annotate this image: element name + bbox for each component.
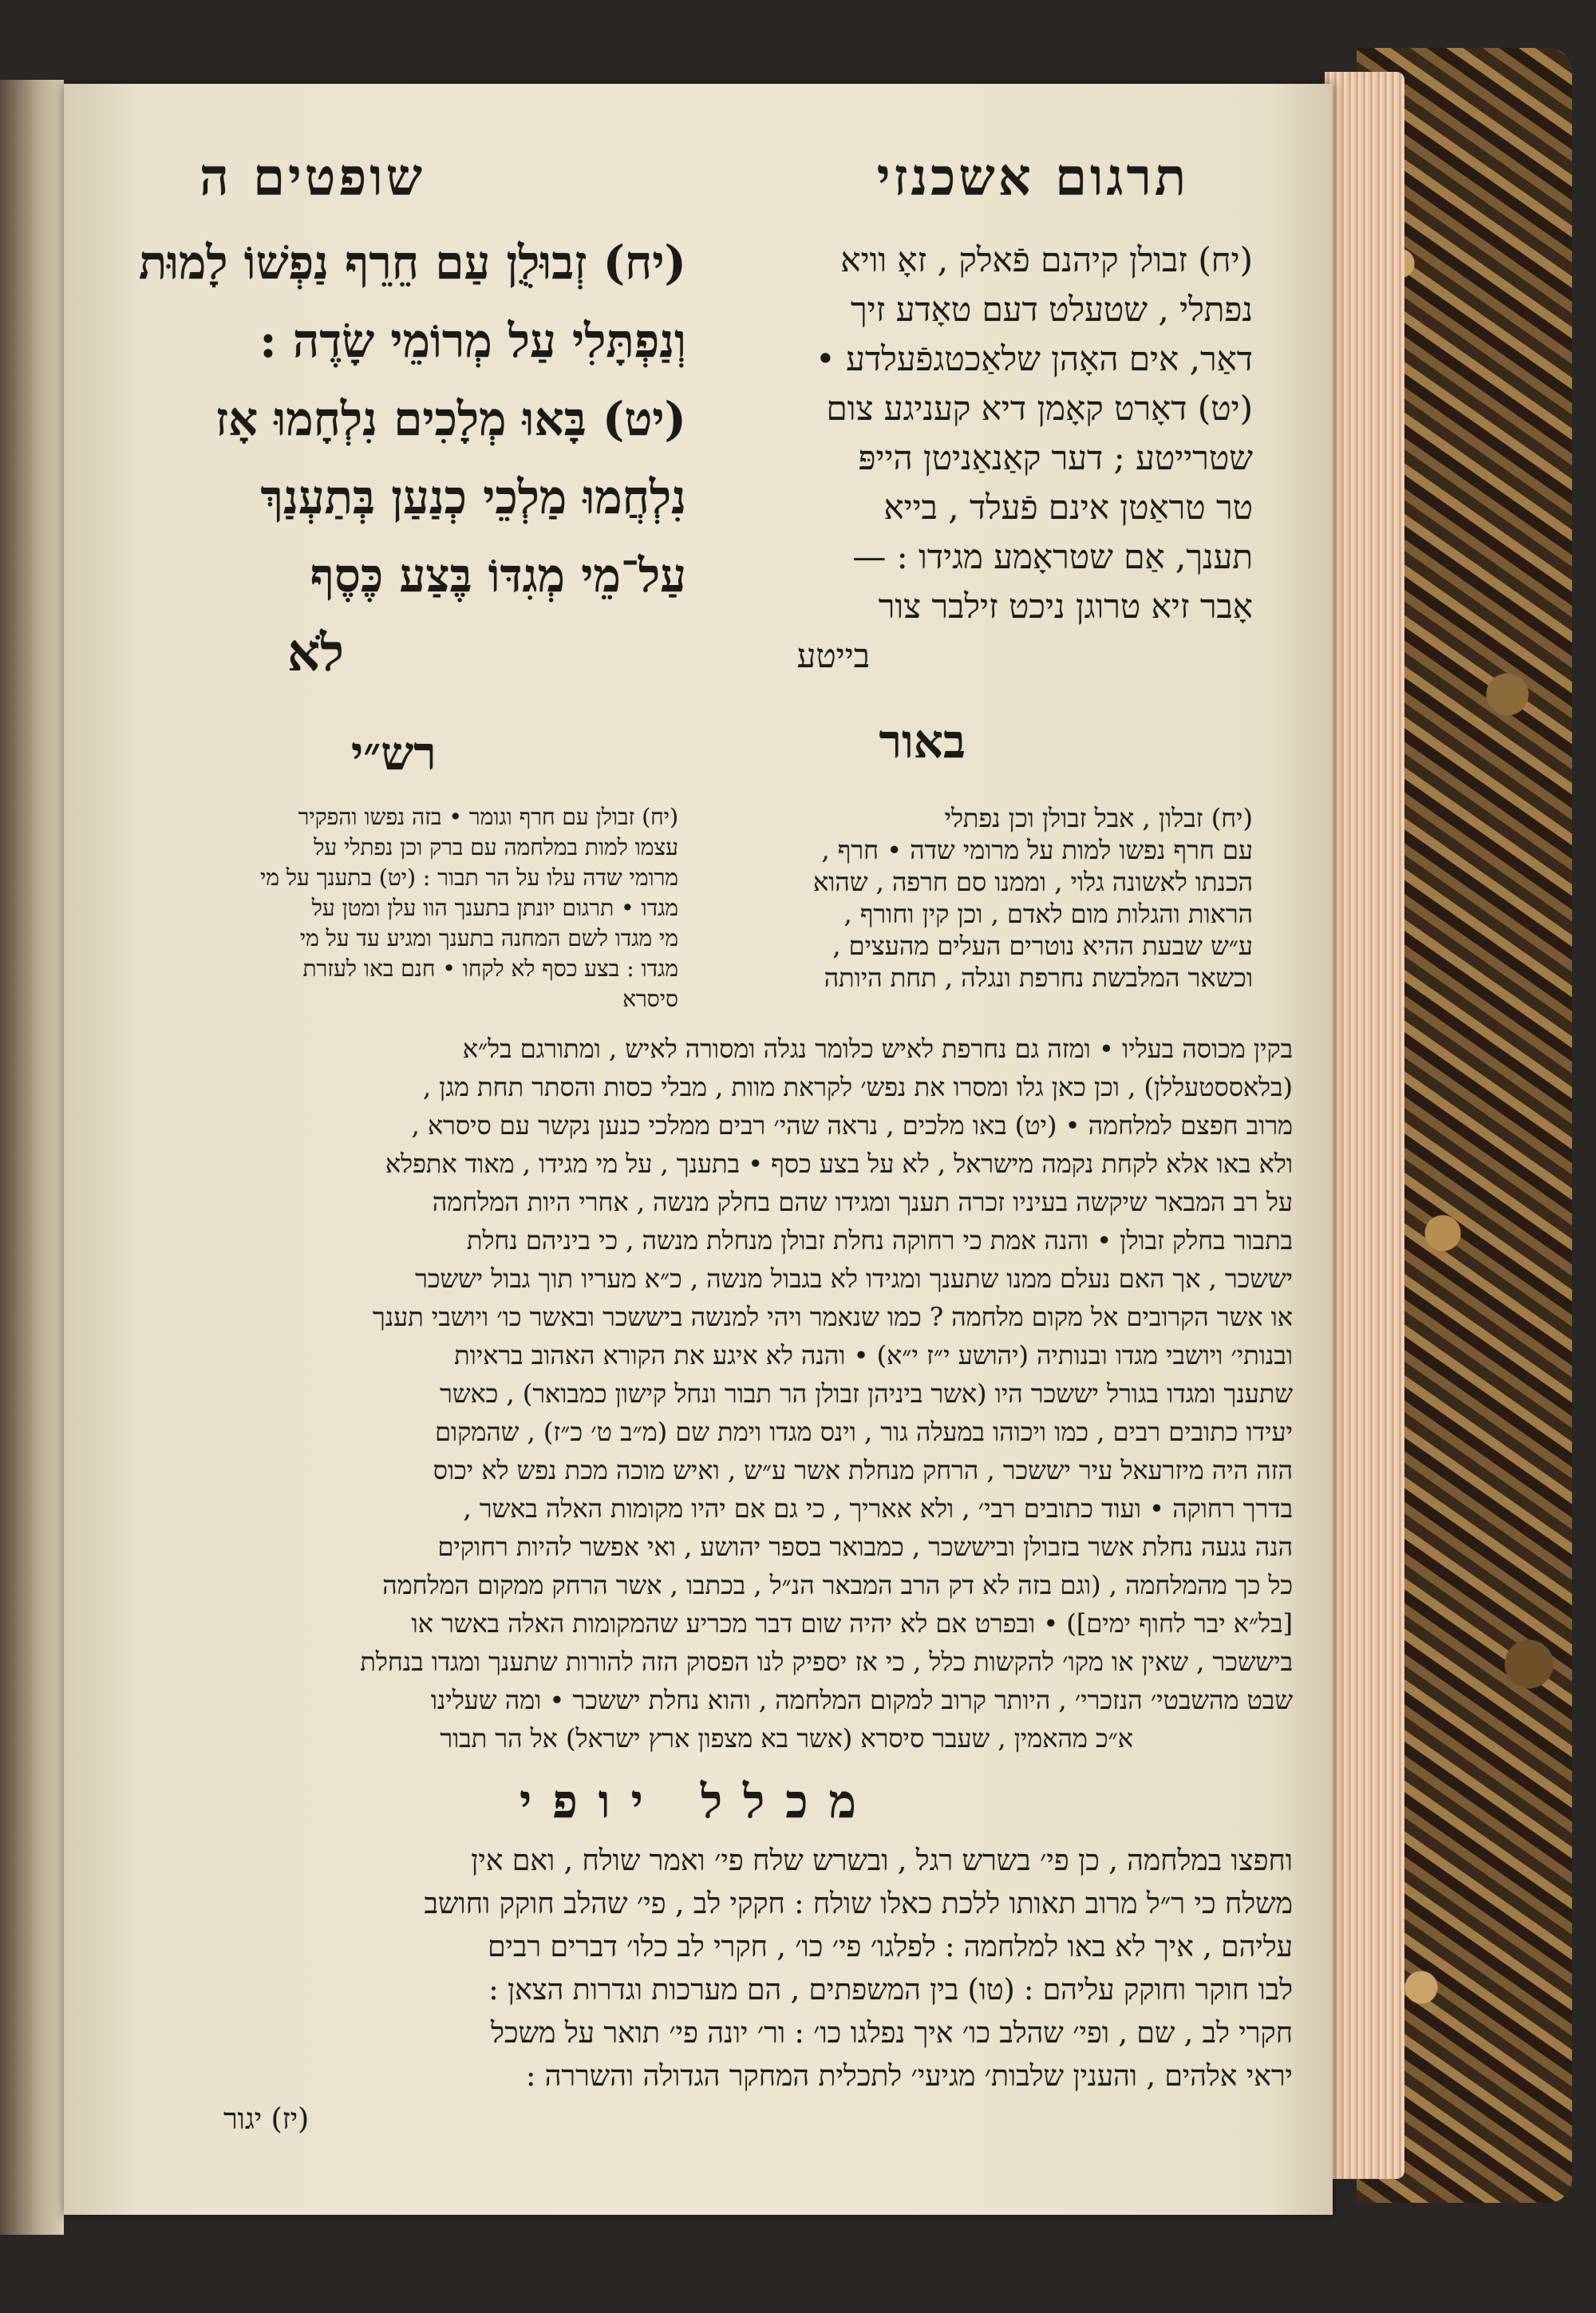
commentary-line: וכשאר המלבשת נחרפת ונגלה , תחת היותה	[824, 963, 1253, 993]
verse-line: (יח) זְבוּלֻן עַם חֵרֵף נַפְשׁוֹ לָמוּת	[138, 235, 686, 290]
mikhlal-yofi-commentary	[104, 1840, 1293, 2141]
commentary-line: שבט מהשבטי׳ הנזכרי׳ , היותר קרוב למקום המלחמה , והוא נחלת יששכר • ומה שעלינו	[430, 1685, 1293, 1715]
translation-line: דאַר, אים האָהן שלאַכטגפֿעלדע •	[816, 339, 1253, 378]
commentary-line: ע״ש שבעת ההיא נוטרים העלים מהעצים ,	[832, 931, 1253, 961]
commentary-line: ובנותי׳ ויושבי מגדו ובנותיה (יהושע י״ז י״א) • והנה לא איגע את הקורא האהוב בראיות	[454, 1340, 1293, 1370]
translation-line: שטרייטע ; דער קאַנאַניטן הייפּ	[858, 438, 1253, 477]
commentary-line: יששכר , אך האם נעלם ממנו שתענך ומגידו לא בגבול מנשה , כ״א מעריו תוך גבול יששכר	[415, 1263, 1293, 1294]
commentary-line: עם חרף נפשו למות על מרומי שדה • חרף ,	[821, 835, 1253, 865]
verse-line: עַל־מֵי מְגִדּוֹ בֶּצַע כֶּסֶף	[310, 548, 686, 603]
commentary-line: מגדו • תרגום יונתן בתענך הוו עלן ומטן על	[311, 895, 678, 921]
commentary-line: הנה נגעה נחלת אשר בזבולן וביששכר , כמבואר בספר יהושע , ואי אפשר להיות רחוקים	[437, 1532, 1293, 1562]
biur-heading: באור	[879, 714, 966, 769]
verse-line: נִלְחֲמוּ מַלְכֵי כְנַעַן בְּתַעְנַךְ	[260, 470, 686, 524]
commentary-line: ולא באו אלא לקחת נקמה מישראל , לא על בצע כסף • בתענך , על מי מגידו , מאוד אתפלא	[385, 1149, 1293, 1179]
page-edges	[1325, 72, 1404, 2179]
commentary-line: לבו חוקר וחוקק עליהם : (טו) בין המשפתים , הם מערכות וגדרות הצאן :	[488, 1974, 1293, 2007]
translation-line: בייטע	[796, 636, 870, 675]
left-page-edge	[0, 80, 64, 2235]
commentary-line: [בל״א יבר לחוף ימים]) • ובפרט אם לא יהיה שום דבר מכריע שהמקומות האלה באשר או	[411, 1608, 1293, 1639]
commentary-line: בתבור בחלק זבולן • והנה אמת כי רחוקה נחלת זבולן מנחלת מנשה , כי ביניהם נחלת	[466, 1225, 1293, 1255]
catchword: (יז) יגור	[223, 2103, 310, 2136]
commentary-line: (בלאססטעללן) , וכן כאן גלו ומסרו את נפש׳ לקראת מוות , מבלי כסות והסתר תחת מגן ,	[422, 1072, 1293, 1102]
running-head-targum: תרגום אשכנזי	[876, 148, 1189, 208]
commentary-line: מרומי שדה עלו על הר תבור : (יט) בתענך על מי	[260, 864, 678, 891]
commentary-line: בקין מכוסה בעליו • ומזה גם נחרפת לאיש כלומר נגלה ומסורה לאיש , ומתורגם בל״א	[462, 1034, 1293, 1064]
commentary-line: א״כ מהאמין , שעבר סיסרא (אשר בא מצפון ארץ ישראל) אל הר תבור	[440, 1723, 1133, 1754]
translation-line: (יח) זבולן קיהנם פֿאלק , זאָ וויא	[840, 240, 1253, 279]
mikhlal-yofi-heading: מכלל יופי	[519, 1774, 877, 1829]
translation-line: נפתלי , שטעלט דעם טאָדע זיך	[851, 290, 1253, 329]
commentary-line: (יח) זבולן עם חרף וגומר • בזה נפשו והפקיר	[298, 804, 678, 830]
commentary-line: סיסרא	[622, 986, 678, 1012]
commentary-line: או אשר הקרובים אל מקום מלחמה ? כמו שנאמר ויהי למנשה ביששכר ובאשר כו׳ ויושבי תענך	[373, 1302, 1293, 1332]
commentary-line: בדרך רחוקה • ועוד כתובים רבי׳ , ולא אאריך , כי גם אם יהיו מקומות האלה באשר ,	[463, 1493, 1293, 1524]
commentary-line: מגדו : בצע כסף לא לקחו • חנם באו לעזרת	[302, 955, 678, 982]
commentary-line: יראי אלהים , והענין שלבות׳ מגיעי׳ לתכלית המחקר הגדולה והשררה :	[526, 2060, 1293, 2093]
commentary-line: הראות והגלות מום לאדם , וכן קין וחורף ,	[843, 899, 1253, 929]
running-head-book-chapter: שופטים ה	[200, 148, 425, 208]
yiddish-translation-column	[694, 235, 1253, 681]
commentary-line: יעידו כתובים רבים , כמו ויכוהו במעלה גור , וינס מגדו וימת שם (מ״ב ט׳ כ״ז) , שהמקום	[435, 1417, 1293, 1447]
commentary-line: מרוב חפצם למלחמה • (יט) באו מלכים , נראה שהי׳ רבים ממלכי כנען נקשר עם סיסרא ,	[411, 1110, 1293, 1141]
verse-line: (יט) בָּאוּ מְלָכִים נִלְחָמוּ אָז	[215, 392, 686, 446]
biur-commentary-column	[694, 802, 1253, 994]
hebrew-verse-column	[104, 223, 686, 693]
commentary-line: כל כך מהמלחמה , (וגם בזה לא דק הרב המבאר הנ״ל , בכתבו , אשר הרחק ממקום המלחמה	[382, 1570, 1293, 1600]
commentary-line: עליהם , איך לא באו למלחמה : לפלגו׳ פי׳ כו׳ , חקרי לב כלו׳ דברים רבים	[488, 1931, 1293, 1963]
translation-line: אָבר זיא טרוגן ניכט זילבר צור	[878, 587, 1253, 626]
commentary-line: הזה היה מיזרעאל עיר יששכר , הרחק מנחלת אשר ע״ש , ואיש מוכה מכת נפש לא יכוס	[433, 1455, 1293, 1485]
verse-line: וְנַפְתָּלִי עַל מְרוֹמֵי שָׂדֶה :	[259, 314, 686, 368]
commentary-line: וחפצו במלחמה , כן פי׳ בשרש רגל , ובשרש שלח פי׳ ואמר שולח , ואם אין	[471, 1844, 1293, 1877]
commentary-line: (יח) זבלון , אבל זבולן וכן נפתלי	[944, 803, 1253, 833]
rashi-heading: רש״י	[351, 726, 437, 781]
commentary-line: מי מגדו לשם המחנה בתענך ומגיע עד על מי	[299, 925, 678, 951]
biur-continued-block	[104, 1030, 1293, 1757]
commentary-line: על רב המבאר שיקשה בעיניו זכרה תענך ומגידו שהם בחלק מנשה , אחרי היות המלחמה	[432, 1187, 1293, 1217]
rashi-commentary-column	[104, 802, 678, 1014]
translation-line: טר טראַטן אינם פֿעלד , בייא	[883, 488, 1253, 527]
book-page	[64, 84, 1333, 2215]
commentary-line: ביששכר , שאין או מקו׳ להקשות כלל , כי אז יספיק לנו הפסוק הזה להורות שתענך ומגדו בנחלת	[360, 1647, 1293, 1677]
translation-line: תענך, אַם שטראָמע מגידו : —	[852, 537, 1253, 576]
verse-line: לֹא	[287, 623, 345, 683]
commentary-line: עצמו למות במלחמה עם ברק וכן נפתלי על	[314, 834, 678, 860]
commentary-line: הכנתו לאשונה גלוי , וממנו סם חרפה , שהוא	[813, 867, 1253, 897]
translation-line: (יט) דאָרט קאָמן דיא קעניגע צום	[826, 389, 1253, 428]
commentary-line: שתענך ומגדו בגורל יששכר היו (אשר ביניהן זבולן הר תבור ונחל קישון כמבואר) , כאשר	[440, 1378, 1293, 1409]
commentary-line: משלח כי ר״ל מרוב תאותו ללכת כאלו שולח : חקקי לב , פי׳ שהלב חוקק וחושב	[424, 1888, 1293, 1920]
commentary-line: חקרי לב , שם , ופי׳ שהלב כו׳ איך נפלגו כו׳ : ור׳ יונה פי׳ תואר על משכל	[491, 2017, 1293, 2050]
